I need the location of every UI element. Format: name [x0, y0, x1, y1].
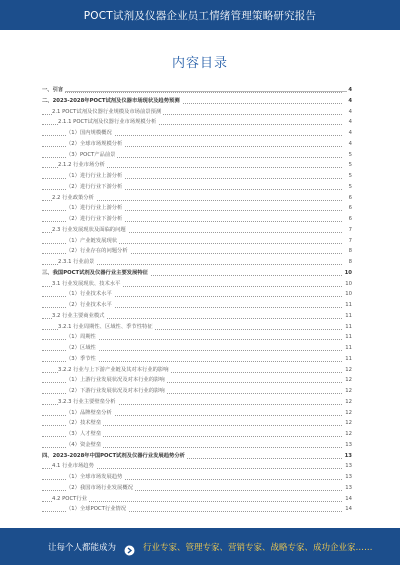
- toc-entry[interactable]: [42, 398, 352, 406]
- toc-entry[interactable]: [42, 301, 352, 309]
- toc-entry[interactable]: [42, 462, 352, 470]
- toc-entry-label: （1）全球市场发展趋势: [66, 474, 123, 480]
- toc-entry[interactable]: [42, 323, 352, 331]
- toc-entry-label: 一、引言: [42, 87, 64, 93]
- footer-roles: 行业专家、管理专家、营销专家、战略专家、成功企业家……: [143, 542, 373, 553]
- toc-entry-page: 11: [345, 312, 352, 319]
- toc-entry-label: （2）行业技术水平: [66, 302, 112, 308]
- toc-entry-label: （2）技术壁垒: [66, 420, 102, 427]
- toc-entry[interactable]: [42, 194, 352, 202]
- toc-entry-page: 12: [345, 377, 352, 384]
- page-header: [0, 0, 400, 30]
- toc-entry-page: 8: [348, 248, 352, 255]
- toc-entry-page: 5: [348, 183, 352, 190]
- toc-entry-label: （2）全球市场规模分析: [66, 140, 123, 147]
- toc-entry-label: 2.1.1 POCT试剂及仪器行业市场规模分析: [58, 119, 157, 126]
- toc-entry[interactable]: [42, 183, 352, 191]
- toc-entry-label: 2.1 POCT试剂及仪器行业规模及市场前景预测: [52, 108, 162, 115]
- toc-entry-page: 4: [348, 87, 352, 93]
- toc-entry-label: （3）人才壁垒: [66, 431, 102, 437]
- toc-entry-page: 4: [348, 97, 352, 104]
- toc-entry[interactable]: [42, 430, 352, 438]
- toc-entry-page: 12: [345, 398, 352, 405]
- toc-entry-label: 3.2.2 行业与上下游产业链及其对本行业的影响: [58, 366, 169, 373]
- toc-entry-page: 11: [345, 355, 352, 362]
- toc-entry[interactable]: [42, 151, 352, 159]
- toc-entry[interactable]: [42, 312, 352, 320]
- toc-entry[interactable]: [42, 86, 352, 94]
- toc-entry-page: 10: [344, 269, 352, 276]
- toc-entry-page: 7: [348, 237, 352, 244]
- toc-entry-label: 4.2 POCT行业: [52, 495, 87, 502]
- toc-entry[interactable]: [42, 204, 352, 212]
- toc-entry-page: 13: [345, 484, 352, 491]
- toc-entry-label: （2）我国市场行业发展概况: [66, 484, 133, 491]
- toc-entry-page: 10: [345, 291, 352, 298]
- toc-entry-label: （2）行业存在的问题分析: [66, 248, 128, 255]
- toc-entry[interactable]: [42, 215, 352, 223]
- toc-entry-label: （2）进行行业下游分析: [66, 183, 123, 190]
- toc-entry-page: 4: [348, 108, 352, 115]
- toc-entry[interactable]: [42, 172, 352, 180]
- toc-entry-label: 2.1.2 行业市场分析: [58, 162, 105, 169]
- toc-entry-label: （1）进行行业上游分析: [66, 173, 123, 179]
- toc-entry-label: 二、2023-2028年POCT试剂及仪器市场现状及趋势预测: [42, 97, 180, 104]
- toc-entry-page: 6: [348, 216, 352, 222]
- toc-entry-page: 14: [345, 506, 352, 513]
- toc-entry-label: （2）进行行业下游分析: [66, 216, 123, 222]
- toc-entry[interactable]: [42, 333, 352, 341]
- toc-entry-label: （1）上游行业发展状况及对本行业的影响: [66, 377, 165, 384]
- toc-entry[interactable]: [42, 355, 352, 363]
- toc-entry[interactable]: [42, 409, 352, 417]
- toc-entry[interactable]: [42, 280, 352, 288]
- toc-entry[interactable]: [42, 140, 352, 148]
- toc-entry[interactable]: [42, 247, 352, 255]
- toc-entry-page: 11: [345, 323, 352, 330]
- toc-entry-label: （2）下游行业发展状况及对本行业的影响: [66, 388, 165, 394]
- toc-title: 内容目录: [171, 56, 228, 71]
- toc-entry-label: 3.1 行业发展现状、技术水平: [52, 280, 121, 287]
- toc-entry[interactable]: [42, 452, 352, 460]
- toc-entry[interactable]: [42, 376, 352, 384]
- toc-entry[interactable]: [42, 161, 352, 169]
- toc-entry-label: （3）POCT产品前景: [66, 151, 116, 158]
- toc-entry-page: 11: [345, 302, 352, 308]
- toc-entry-label: 3.2 行业主要商业模式: [52, 312, 105, 319]
- toc-entry-page: 13: [345, 474, 352, 480]
- toc-entry[interactable]: [42, 269, 352, 277]
- toc-entry[interactable]: [42, 366, 352, 374]
- toc-entry[interactable]: [42, 237, 352, 245]
- toc-entry-page: 5: [348, 162, 352, 169]
- arrow-right-icon: [124, 541, 135, 552]
- toc-entry-label: 四、2023-2028年中国POCT试剂及仪器行业发展趋势分析: [42, 452, 185, 459]
- toc-entry-label: 3.2.3 行业主要壁垒分析: [58, 398, 116, 405]
- toc-entry-label: （1）行业技术水平: [66, 291, 112, 298]
- toc-entry-label: 2.3 行业发展现状及面临的问题: [52, 226, 126, 233]
- toc-entry-page: 5: [348, 173, 352, 179]
- toc-entry-label: （1）品牌壁垒分析: [66, 409, 112, 416]
- toc-entry-page: 12: [345, 409, 352, 416]
- toc-entry[interactable]: [42, 495, 352, 503]
- toc-entry-page: 11: [345, 334, 352, 341]
- toc-entry-label: 三、我国POCT试剂及仪器行业主要发展特征: [42, 269, 148, 276]
- toc-entry-page: 10: [345, 280, 352, 287]
- toc-entry-page: 13: [345, 463, 352, 470]
- toc-entry-page: 4: [348, 140, 352, 147]
- toc-entry-label: （1）产业链发展现状: [66, 237, 118, 244]
- toc-entry[interactable]: [42, 473, 352, 481]
- toc-entry-label: 2.3.1 行业前景: [58, 259, 95, 265]
- toc-entry-page: 11: [345, 345, 352, 351]
- toc-entry-page: 4: [348, 119, 352, 126]
- toc-entry[interactable]: [42, 441, 352, 449]
- toc-entry-page: 12: [345, 420, 352, 427]
- toc-entry-page: 12: [345, 366, 352, 373]
- toc-entry[interactable]: [42, 484, 352, 492]
- toc-entry[interactable]: [42, 97, 352, 105]
- toc-entry-label: （1）进行行业上游分析: [66, 205, 123, 212]
- toc-entry-page: 6: [348, 205, 352, 212]
- toc-entry[interactable]: [42, 258, 352, 266]
- toc-entry-page: 4: [348, 130, 352, 136]
- toc-entry-page: 5: [348, 151, 352, 158]
- toc-entry-label: （1）周期性: [66, 334, 96, 341]
- toc-entry[interactable]: [42, 290, 352, 298]
- toc-entry-page: 13: [345, 441, 352, 448]
- toc-entry[interactable]: [42, 108, 352, 116]
- toc-entry[interactable]: [42, 129, 352, 137]
- toc-entry-label: 3.2.1 行业周期性、区域性、季节性特征: [58, 323, 153, 330]
- page-footer: [0, 528, 400, 565]
- toc-entry-label: 4.1 行业市场趋势: [52, 463, 94, 470]
- table-of-contents: [42, 86, 352, 519]
- toc-entry[interactable]: [42, 505, 352, 513]
- toc-entry-label: （1）全球POCT行业情况: [66, 506, 127, 513]
- toc-entry-label: （4）资金壁垒: [66, 441, 102, 448]
- toc-leader-dots: [42, 92, 342, 93]
- toc-entry[interactable]: [42, 226, 352, 234]
- toc-entry-label: （2）区域性: [66, 345, 96, 351]
- toc-entry[interactable]: [42, 387, 352, 395]
- header-title: POCT试剂及仪器企业员工情绪管理策略研究报告: [83, 9, 317, 22]
- toc-entry-label: 2.2 行业政策分析: [52, 194, 94, 201]
- toc-entry-page: 14: [345, 495, 352, 502]
- toc-entry-page: 8: [348, 259, 352, 265]
- toc-entry-page: 13: [344, 452, 352, 459]
- toc-entry[interactable]: [42, 118, 352, 126]
- toc-entry-page: 7: [348, 226, 352, 233]
- toc-entry[interactable]: [42, 344, 352, 352]
- toc-entry-page: 12: [345, 431, 352, 437]
- toc-entry-page: 6: [348, 194, 352, 201]
- toc-entry[interactable]: [42, 419, 352, 427]
- toc-entry-label: （1）国内规模概况: [66, 130, 112, 136]
- toc-entry-page: 12: [345, 388, 352, 394]
- toc-entry-label: （3）季节性: [66, 355, 96, 362]
- footer-slogan: 让每个人都能成为: [48, 542, 117, 553]
